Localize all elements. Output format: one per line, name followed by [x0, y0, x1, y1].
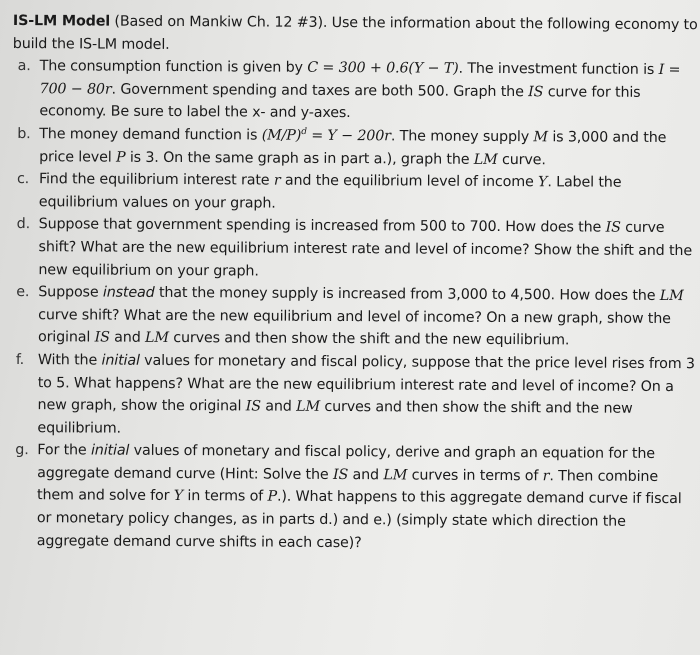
instead-emphasis: instead	[102, 284, 155, 302]
is-label: IS	[332, 466, 349, 483]
money-demand-superscript: d	[301, 126, 307, 138]
initial-emphasis: initial	[90, 442, 130, 460]
part-c-text: . Label the equilibrium values on your graph.	[38, 174, 622, 212]
problem-title: IS-LM Model	[12, 13, 111, 30]
problem-document	[9, 10, 698, 556]
part-a	[11, 55, 697, 127]
lm-label: LM	[144, 330, 169, 347]
part-g	[9, 439, 696, 556]
part-e-marker: e.	[16, 284, 30, 301]
problem-intro	[12, 10, 698, 59]
part-f	[9, 349, 696, 444]
part-f-text: curves and then show the shift and the new equilibrium.	[37, 398, 633, 437]
part-d-text: Suppose that government spending is increased from 500 to 700. How does the	[38, 216, 606, 236]
part-f-text: and	[260, 398, 297, 415]
part-e-text: Suppose	[38, 284, 103, 301]
part-d	[10, 213, 696, 285]
part-b-text: is 3,000 and the price level	[39, 129, 667, 166]
part-g-text: .). What happens to this aggregate demand curve if fiscal or monetary policy changes, as in parts d.) and e.) (simply state which direction the aggregate demand curve shifts in each case)?	[36, 489, 682, 551]
income-symbol: Y	[538, 174, 548, 191]
part-d-marker: d.	[16, 216, 31, 233]
lm-label: LM	[659, 288, 684, 305]
money-demand-equation-rhs: = Y − 200r	[306, 127, 391, 145]
price-level-symbol: P	[267, 489, 278, 506]
part-a-text: . The investment function is	[458, 60, 659, 79]
part-b-text: curve.	[497, 151, 546, 168]
part-b-marker: b.	[17, 126, 31, 143]
part-g-text: and	[348, 466, 384, 484]
part-g-text: values of monetary and fiscal policy, derive and graph an equation for the aggregate demand curve (Hint: Solve the	[37, 443, 656, 483]
part-f-marker: f.	[15, 351, 25, 368]
investment-equation: I = 700 − 80r	[39, 62, 681, 98]
interest-rate-symbol: r	[273, 172, 281, 189]
lm-label: LM	[296, 398, 321, 415]
is-label: IS	[245, 398, 261, 415]
is-label: IS	[605, 219, 621, 237]
part-b-text: is 3. On the same graph as in part a.), graph the	[125, 149, 474, 168]
money-demand-equation-lhs: (M/P)	[261, 127, 302, 144]
consumption-equation: C = 300 + 0.6(Y − T)	[307, 59, 459, 77]
part-f-text: values for monetary and fiscal policy, suppose that the price level rises from 3 to 5. What happens? What are the new equilibrium interest rate and level of income? On a new graph, show the original	[37, 352, 695, 415]
lm-label: LM	[383, 467, 408, 484]
part-e	[10, 281, 696, 353]
part-e-text: and	[109, 329, 146, 347]
part-f-text: With the	[37, 352, 102, 369]
part-e-text: that the money supply is increased from 3,000 to 4,500. How does the	[154, 285, 660, 305]
lm-label: LM	[473, 151, 498, 168]
part-g-text: For the	[37, 442, 92, 459]
part-a-text: The consumption function is given by	[39, 58, 308, 76]
part-c	[11, 168, 697, 217]
initial-emphasis: initial	[101, 352, 140, 369]
part-e-text: curves and then show the shift and the new equilibrium.	[168, 330, 570, 349]
part-g-text: . Then combine them and solve for	[36, 468, 659, 505]
part-g-text: curves in terms of	[407, 467, 543, 485]
part-a-text: . Government spending and taxes are both 500. Graph the	[111, 81, 529, 100]
problem-intro-text: (Based on Mankiw Ch. 12 #3). Use the information about the following economy to build the IS-LM model.	[12, 13, 698, 53]
part-b	[11, 123, 697, 172]
part-c-text: and the equilibrium level of income	[280, 172, 539, 191]
income-symbol: Y	[173, 488, 184, 505]
part-c-text: Find the equilibrium interest rate	[38, 171, 274, 189]
interest-rate-symbol: r	[542, 468, 550, 485]
part-e-text: curve shift? What are the new equilibrium and level of income? On a new graph, show the original	[37, 306, 671, 346]
part-g-text: in terms of	[182, 488, 268, 506]
is-label: IS	[94, 329, 110, 346]
part-b-text: The money demand function is	[39, 126, 262, 144]
part-g-marker: g.	[15, 442, 29, 459]
part-c-marker: c.	[16, 171, 30, 188]
part-a-marker: a.	[17, 58, 31, 75]
part-b-text: . The money supply	[390, 128, 534, 146]
part-d-text: curve shift? What are the new equilibrium interest rate and level of income? Show the shift and the new equilibrium on your graph.	[38, 220, 693, 280]
money-supply-symbol: M	[533, 129, 549, 146]
price-level-symbol: P	[115, 149, 126, 166]
is-label: IS	[528, 83, 544, 101]
part-a-text: curve for this economy. Be sure to label the x- and y-axes.	[39, 84, 641, 122]
